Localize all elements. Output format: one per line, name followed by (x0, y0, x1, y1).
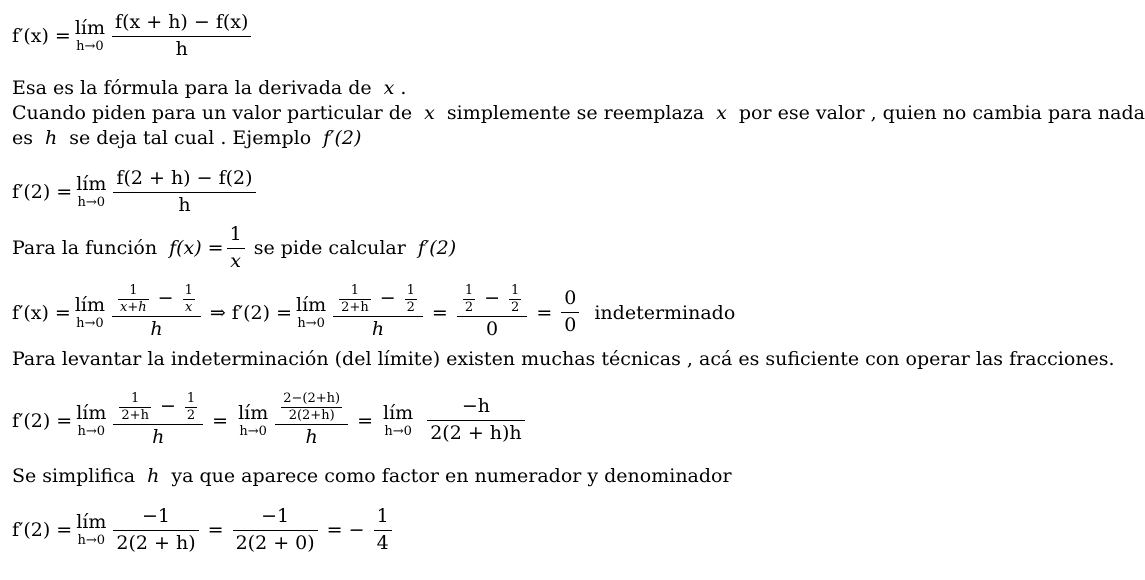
final-result-formula: f′(2) = lím h→0 $\frac{-1}{2(2 + h)}$ = $\frac{-1}{2(2 + 0)}$ = − $\frac{1}{4}$ (12, 506, 395, 555)
zero-over-zero: $\frac{0}{0}$ (561, 288, 579, 337)
indeterminate-label: indeterminado (594, 301, 736, 324)
limit-operator: lím h→0 (296, 293, 327, 331)
indeterminate-formula: f′(x) = lím h→0 $\frac{1}{x+h}$ − $\frac{1}{x}$ h ⇒ f′(2) = lím h→0 $\frac{1}{2+h}$ − $\frac{1}{2}$ h = $\frac{1}{2}$ − $\frac{1}{2}$ 0 = $\frac{0}{0}$ indeterminado (12, 283, 736, 341)
paragraph-1: Esa es la fórmula para la derivada de x . (12, 77, 407, 99)
difference-quotient: $\frac{f(x + h) - f(x)}{h}$ (112, 12, 251, 61)
limit-operator: lím h→0 (383, 401, 414, 439)
simplified-fraction: $\frac{-h}{2(2 + h)h}$ (427, 396, 524, 445)
derivative-at-2-formula: f′(2) = lím h→0 $\frac{f(2 + h) - f(2)}{h}$ (12, 168, 259, 217)
limit-operator: lím h→0 (76, 401, 107, 439)
paragraph-5: Para levantar la indeterminación (del límite) existen muchas técnicas , acá es suficiente con operar las fracciones. (12, 348, 1115, 370)
one-over-x: $\frac{1}{x}$ (227, 224, 245, 273)
paragraph-3: es h se deja tal cual . Ejemplo f′(2) (12, 127, 362, 149)
final-fraction-0: $\frac{-1}{2(2 + 0)}$ (233, 506, 318, 555)
difference-quotient-at-2: $\frac{f(2 + h) - f(2)}{h}$ (113, 168, 255, 217)
result-fraction: $\frac{1}{4}$ (374, 506, 392, 555)
derivative-definition-formula (12, 12, 254, 61)
paragraph-4: Para la función f(x) = $\frac{1}{x}$ se pide calcular f′(2) (12, 223, 457, 272)
limit-operator: lím h→0 (76, 173, 107, 211)
limit-operator: lím h→0 (76, 511, 107, 549)
limit-operator: lím h→0 (74, 17, 106, 55)
compound-fraction-x: $\frac{1}{x+h}$ − $\frac{1}{x}$ h (112, 284, 201, 341)
fraction-operations-formula: f′(2) = lím h→0 $\frac{1}{2+h}$ − $\frac{1}{2}$ h = lím h→0 $\frac{\frac{2-(2+h)}{2(2+h)}}{h}$ = lím h→0 $\frac{-h}{2(2 + h)h}$ (12, 392, 528, 449)
compound-fraction-2: $\frac{1}{2+h}$ − $\frac{1}{2}$ h (333, 284, 423, 341)
formula-lhs: f′(x) = (12, 25, 71, 48)
limit-operator: lím h→0 (238, 401, 269, 439)
combined-fraction: $\frac{\frac{2-(2+h)}{2(2+h)}}{h}$ (275, 392, 348, 449)
half-minus-half: $\frac{1}{2}$ − $\frac{1}{2}$ 0 (457, 284, 527, 341)
paragraph-2: Cuando piden para un valor particular de x simplemente se reemplaza x por ese valor , quien no cambia para nada (12, 102, 1145, 124)
final-fraction-h: $\frac{-1}{2(2 + h)}$ (113, 506, 198, 555)
compound-fraction-ops: $\frac{1}{2+h}$ − $\frac{1}{2}$ h (113, 392, 203, 449)
limit-operator: lím h→0 (74, 293, 106, 331)
paragraph-6: Se simplifica h ya que aparece como factor en numerador y denominador (12, 465, 732, 487)
